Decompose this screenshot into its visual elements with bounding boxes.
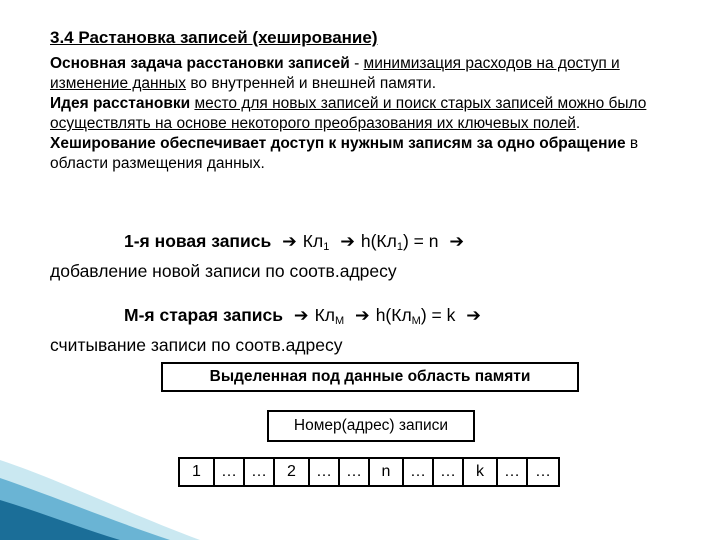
right-arrow-icon: ➔: [466, 305, 481, 325]
memory-cell: …: [404, 459, 434, 485]
memory-cell: …: [340, 459, 370, 485]
memory-cell: …: [215, 459, 245, 485]
memory-cell: …: [535, 463, 551, 480]
record-address-box: Номер(адрес) записи: [267, 410, 475, 442]
memory-cell: 1: [180, 459, 215, 485]
new-record-key: $Кл_1$: [302, 231, 330, 253]
memory-cell: n: [370, 459, 404, 485]
new-record-formula: [50, 229, 470, 283]
body-text: [50, 54, 650, 174]
right-arrow-icon: ➔: [282, 231, 297, 251]
old-record-action: считывание записи по соотв.адресу: [50, 335, 343, 355]
new-record-hash: $h(Кл_1) = n$: [360, 231, 439, 253]
paragraph-main-task: Основная задача расстановки записей - минимизация расходов на доступ и изменение данных во внутренней и внешней памяти.: [50, 55, 620, 92]
old-record-label: М-я старая запись: [124, 305, 284, 325]
memory-cell: …: [434, 459, 464, 485]
new-record-label: 1-я новая запись: [124, 231, 272, 251]
main-task-term: Основная задача расстановки записей: [50, 55, 350, 72]
memory-area-box: Выделенная под данные область памяти: [161, 362, 579, 392]
new-record-action: добавление новой записи по соотв.адресу: [50, 261, 397, 281]
memory-cell: …: [245, 459, 275, 485]
paragraph-idea: Идея расстановки место для новых записей и поиск старых записей можно было осуществлять на основе некоторого преобразования их ключевых полей.: [50, 95, 647, 132]
old-record-formula: [50, 303, 487, 357]
right-arrow-icon: ➔: [355, 305, 370, 325]
slide-title: 3.4 Растановка записей (хеширование): [50, 28, 378, 47]
old-record-hash: $h(Кл_М) = k$: [375, 305, 456, 327]
idea-term: Идея расстановки: [50, 95, 191, 112]
main-task-definition: минимизация расходов на доступ и изменение данных: [50, 55, 620, 92]
right-arrow-icon: ➔: [340, 231, 355, 251]
old-record-key: $Кл_М$: [314, 305, 345, 327]
right-arrow-icon: ➔: [293, 305, 309, 325]
paragraph-hashing: Хеширование обеспечивает доступ к нужным записям за одно обращение в области размещения данных.: [50, 135, 639, 172]
idea-definition: место для новых записей и поиск старых записей можно было осуществлять на основе некоторого преобразования их ключевых полей: [50, 95, 647, 132]
memory-cell: 2: [275, 459, 310, 485]
memory-cells-row: [178, 457, 560, 487]
memory-cell: …: [310, 459, 340, 485]
hashing-term: Хеширование обеспечивает доступ к нужным записям за одно обращение: [50, 135, 626, 152]
memory-cell: …: [498, 459, 528, 485]
corner-wave-decoration: [0, 440, 200, 540]
memory-cell: k: [464, 459, 498, 485]
right-arrow-icon: ➔: [449, 231, 465, 251]
